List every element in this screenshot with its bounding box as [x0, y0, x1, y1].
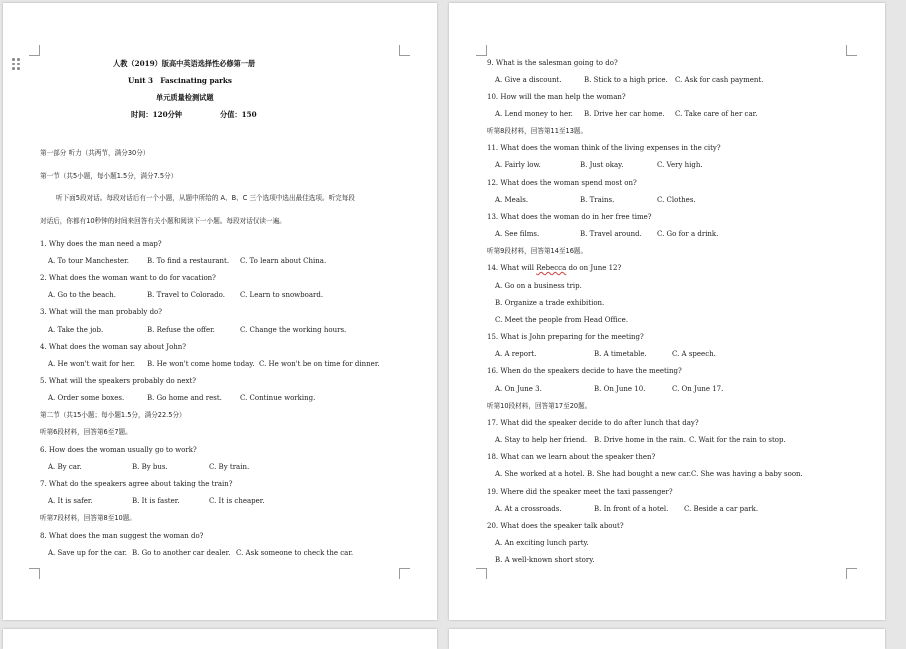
- option: C. She was having a baby soon.: [691, 470, 803, 478]
- option: A. It is safer.: [48, 497, 93, 505]
- option: C. Very high.: [657, 161, 703, 169]
- material-note: 听第6段材料，回答第6至7题。: [40, 428, 132, 436]
- option: B. Stick to a high price.: [584, 76, 668, 84]
- question: 12. What does the woman spend most on?: [487, 179, 637, 187]
- option: A. Order some boxes.: [48, 394, 125, 402]
- option: B. Go to another car dealer.: [132, 549, 231, 557]
- option: B. It is faster.: [132, 497, 180, 505]
- question: 2. What does the woman want to do for vacation?: [40, 274, 216, 282]
- option: B. Travel to Colorado.: [147, 291, 225, 299]
- crop-mark-top-right: [846, 45, 857, 56]
- test-title: 单元质量检测试题: [156, 93, 214, 102]
- option: B. Go home and rest.: [147, 394, 222, 402]
- option: A. An exciting lunch party.: [495, 539, 589, 547]
- question: 7. What do the speakers agree about taking the train?: [40, 480, 233, 488]
- option: C. Take care of her car.: [675, 110, 758, 118]
- option: B. Drive home in the rain.: [594, 436, 686, 444]
- crop-mark-top-left: [29, 45, 40, 56]
- question: [487, 264, 621, 273]
- option: B. She had bought a new car.: [587, 470, 692, 478]
- option: B. Just okay.: [580, 161, 624, 169]
- question: 9. What is the salesman going to do?: [487, 59, 618, 67]
- question-text: 14. What will: [487, 264, 537, 272]
- option: A. On June 3.: [495, 385, 542, 393]
- option: B. Organize a trade exhibition.: [495, 299, 605, 307]
- crop-mark-top-left: [476, 45, 487, 56]
- option: B. To find a restaurant.: [147, 257, 230, 265]
- option: B. He won't come home today.: [147, 360, 255, 368]
- option: B. Trains.: [580, 196, 615, 204]
- option: A. Go to the beach.: [48, 291, 116, 299]
- crop-mark-bottom-left: [29, 568, 40, 579]
- crop-mark-bottom-right: [846, 568, 857, 579]
- option: B. A timetable.: [594, 350, 647, 358]
- crop-mark-bottom-left: [476, 568, 487, 579]
- option: C. He won't be on time for dinner.: [259, 360, 380, 368]
- option: A. At a crossroads.: [495, 505, 562, 513]
- material-note: 听第7段材料，回答第8至10题。: [40, 514, 136, 522]
- option: C. Learn to snowboard.: [240, 291, 324, 299]
- question: 4. What does the woman say about John?: [40, 343, 187, 351]
- document-page-1: [3, 3, 437, 620]
- part-heading: 第一部分 听力（共两节，满分30分）: [40, 149, 150, 157]
- question: 17. What did the speaker decide to do after lunch that day?: [487, 419, 699, 427]
- document-page-3: [3, 629, 437, 649]
- option: A. Give a discount.: [495, 76, 562, 84]
- question: 6. How does the woman usually go to work?: [40, 446, 197, 454]
- material-note: 听第8段材料，回答第11至13题。: [487, 127, 588, 135]
- question: 11. What does the woman think of the living expenses in the city?: [487, 144, 721, 152]
- question: 10. How will the man help the woman?: [487, 93, 626, 101]
- option: C. To learn about China.: [240, 257, 327, 265]
- option: C. Meet the people from Head Office.: [495, 316, 629, 324]
- option: A. Stay to help her friend.: [495, 436, 588, 444]
- option: C. A speech.: [672, 350, 716, 358]
- option: B. On June 10.: [594, 385, 646, 393]
- question: 20. What does the speaker talk about?: [487, 522, 624, 530]
- question: 16. When do the speakers decide to have the meeting?: [487, 367, 682, 375]
- question: 8. What does the man suggest the woman do?: [40, 532, 204, 540]
- option: C. Go for a drink.: [657, 230, 719, 238]
- option: C. On June 17.: [672, 385, 724, 393]
- option: A. A report.: [495, 350, 537, 358]
- instructions-line-1: 听下面5段对话。每段对话后有一个小题，从题中所给的 A、B、C 三个选项中选出最佳选项。听完每段: [56, 194, 355, 202]
- option: B. A well-known short story.: [495, 556, 595, 564]
- material-note: 听第9段材料，回答第14至16题。: [487, 247, 588, 255]
- option: A. Save up for the car.: [48, 549, 127, 557]
- option: C. Continue working.: [240, 394, 316, 402]
- option: A. Lend money to her.: [495, 110, 573, 118]
- option: A. Take the job.: [48, 326, 104, 334]
- document-page-4: [449, 629, 885, 649]
- option: C. Ask for cash payment.: [675, 76, 764, 84]
- option: C. Ask someone to check the car.: [236, 549, 354, 557]
- crop-mark-bottom-right: [399, 568, 410, 579]
- question: 1. Why does the man need a map?: [40, 240, 162, 248]
- section-heading: 第二节（共15小题；每小题1.5分，满分22.5分）: [40, 411, 186, 419]
- question: 3. What will the man probably do?: [40, 308, 163, 316]
- unit-title: Unit 3 Fascinating parks: [128, 76, 232, 85]
- option: C. Change the working hours.: [240, 326, 347, 334]
- time-label: 时间：120分钟: [131, 110, 182, 119]
- question: 18. What can we learn about the speaker then?: [487, 453, 656, 461]
- option: A. To tour Manchester.: [48, 257, 129, 265]
- option: C. Clothes.: [657, 196, 696, 204]
- option: B. Travel around.: [580, 230, 642, 238]
- option: A. He won't wait for her.: [48, 360, 135, 368]
- option: C. It is cheaper.: [209, 497, 265, 505]
- question: 13. What does the woman do in her free time?: [487, 213, 652, 221]
- question: 5. What will the speakers probably do next?: [40, 377, 197, 385]
- option: A. By car.: [48, 463, 82, 471]
- option: B. By bus.: [132, 463, 168, 471]
- option: A. Go on a business trip.: [495, 282, 582, 290]
- option: B. Drive her car home.: [584, 110, 665, 118]
- option: C. Wait for the rain to stop.: [689, 436, 786, 444]
- question-text: do on June 12?: [566, 264, 622, 272]
- score-label: 分值：150: [220, 110, 257, 119]
- doc-title: 人教（2019）版高中英语选择性必修第一册: [113, 59, 256, 68]
- option: B. Refuse the offer.: [147, 326, 215, 334]
- option: A. She worked at a hotel.: [495, 470, 585, 478]
- table-move-handle-icon[interactable]: [12, 58, 21, 72]
- option: C. By train.: [209, 463, 250, 471]
- spelling-flagged-word[interactable]: Rebecca: [536, 264, 567, 272]
- question: 15. What is John preparing for the meeting?: [487, 333, 644, 341]
- option: C. Beside a car park.: [684, 505, 759, 513]
- crop-mark-top-right: [399, 45, 410, 56]
- option: A. See films.: [495, 230, 540, 238]
- question: 19. Where did the speaker meet the taxi passenger?: [487, 488, 673, 496]
- material-note: 听第10段材料，回答第17至20题。: [487, 402, 592, 410]
- option: B. In front of a hotel.: [594, 505, 669, 513]
- section-heading: 第一节（共5小题，每小题1.5分，满分7.5分）: [40, 172, 178, 180]
- instructions-line-2: 对话后，你都有10秒钟的时间来回答有关小题和阅读下一小题。每段对话仅读一遍。: [40, 217, 286, 225]
- option: A. Meals.: [495, 196, 529, 204]
- option: A. Fairly low.: [495, 161, 541, 169]
- document-page-2: [449, 3, 885, 620]
